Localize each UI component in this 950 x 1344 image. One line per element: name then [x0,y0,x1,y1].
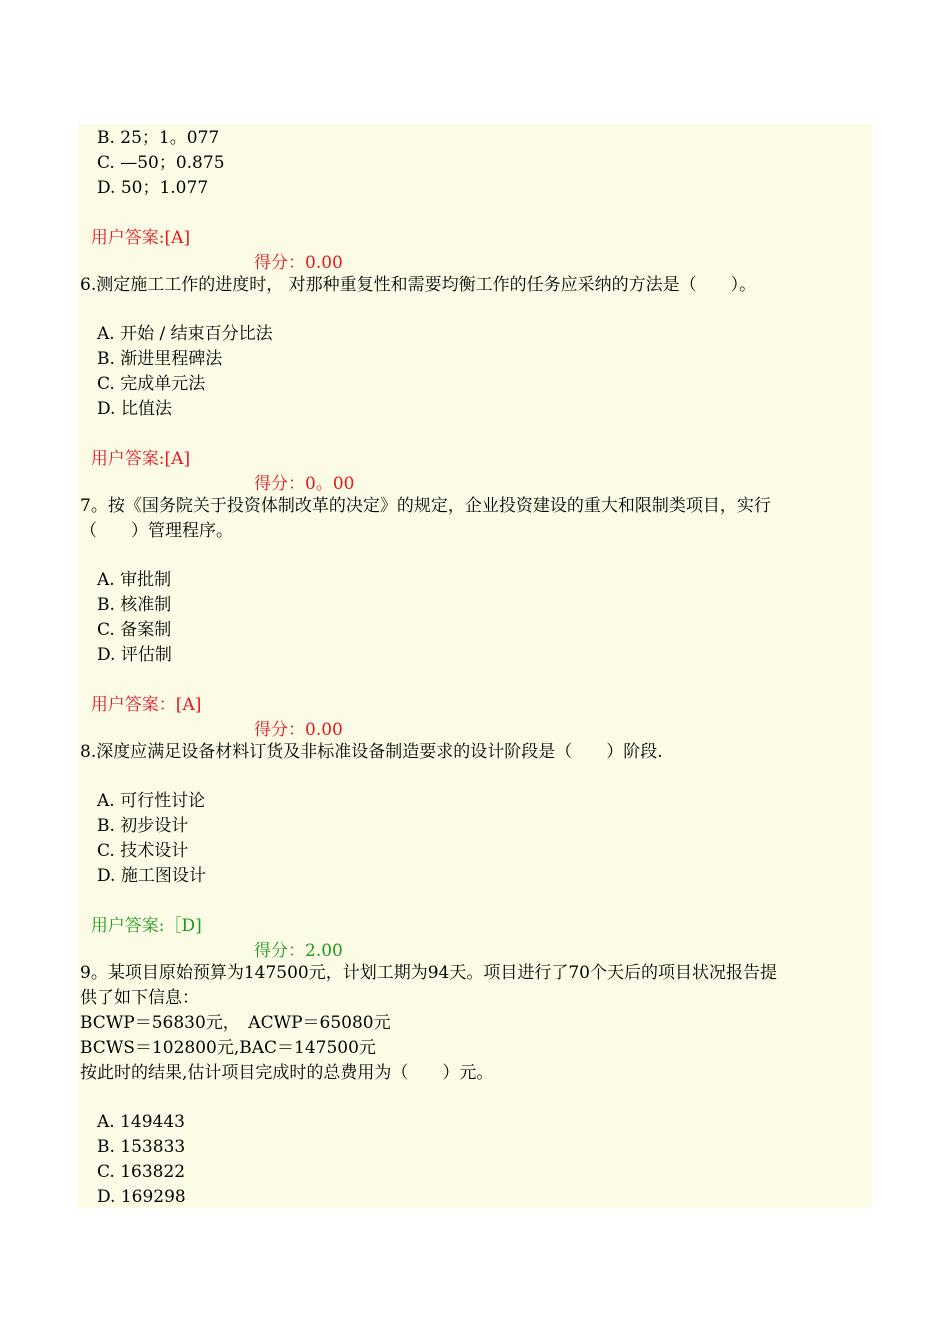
q8-option-b: B. 初步设计 [97,816,189,836]
q8-score: 得分：2.00 [254,941,343,961]
q6-option-a: A. 开始 / 结束百分比法 [97,324,273,344]
q7-option-c: C. 备案制 [97,620,172,640]
q6-stem-line-1: 6.测定施工工作的进度时， 对那种重复性和需要均衡工作的任务应采纳的方法是（ ）。 [80,275,757,295]
q6-score: 得分：0。00 [254,474,355,494]
q8-stem-line-1: 8.深度应满足设备材料订货及非标准设备制造要求的设计阶段是（ ）阶段. [80,742,663,762]
q8-user-answer: 用户答案:［D] [90,916,202,936]
q6-answer-row [80,422,440,494]
q7-score: 得分：0.00 [254,720,343,740]
q8-option-d: D. 施工图设计 [97,866,206,886]
q9-option-a: A. 149443 [97,1112,185,1132]
q9-option-b: B. 153833 [97,1137,186,1157]
q5-option-c: C. —50；0.875 [97,153,225,173]
q6-option-b: B. 渐进里程碑法 [97,349,223,369]
q9-stem-line-3: BCWP＝56830元， ACWP＝65080元 [80,1013,391,1033]
q7-option-d: D. 评估制 [97,645,172,665]
q9-option-c: C. 163822 [97,1162,186,1182]
q9-stem-line-2: 供了如下信息： [80,988,199,1008]
q7-stem-line-1: 7。按《国务院关于投资体制改革的决定》的规定，企业投资建设的重大和限制类项目，实行 [80,496,771,516]
q9-stem-line-5: 按此时的结果,估计项目完成时的总费用为（ ）元。 [80,1063,494,1083]
q7-user-answer: 用户答案：[A] [90,695,202,715]
q8-option-c: C. 技术设计 [97,841,189,861]
q5-option-d: D. 50；1.077 [97,178,209,198]
q6-option-c: C. 完成单元法 [97,374,206,394]
q5-option-b: B. 25；1。077 [97,128,220,148]
q7-option-a: A. 审批制 [97,570,172,590]
q6-option-d: D. 比值法 [97,399,172,419]
q8-answer-row [80,889,440,961]
q9-stem-line-1: 9。某项目原始预算为147500元，计划工期为94天。项目进行了70个天后的项目状况报告提 [80,963,777,983]
q5-answer-row [80,201,440,273]
q5-user-answer: 用户答案:[A] [90,228,191,248]
q9-option-d: D. 169298 [97,1187,186,1207]
q5-score: 得分：0.00 [254,253,343,273]
q8-option-a: A. 可行性讨论 [97,791,206,811]
q7-answer-row [80,668,440,740]
q7-option-b: B. 核准制 [97,595,172,615]
q6-user-answer: 用户答案:[A] [90,449,191,469]
q7-stem-line-2: （ ）管理程序。 [80,521,233,541]
q9-stem-line-4: BCWS＝102800元,BAC＝147500元 [80,1038,376,1058]
